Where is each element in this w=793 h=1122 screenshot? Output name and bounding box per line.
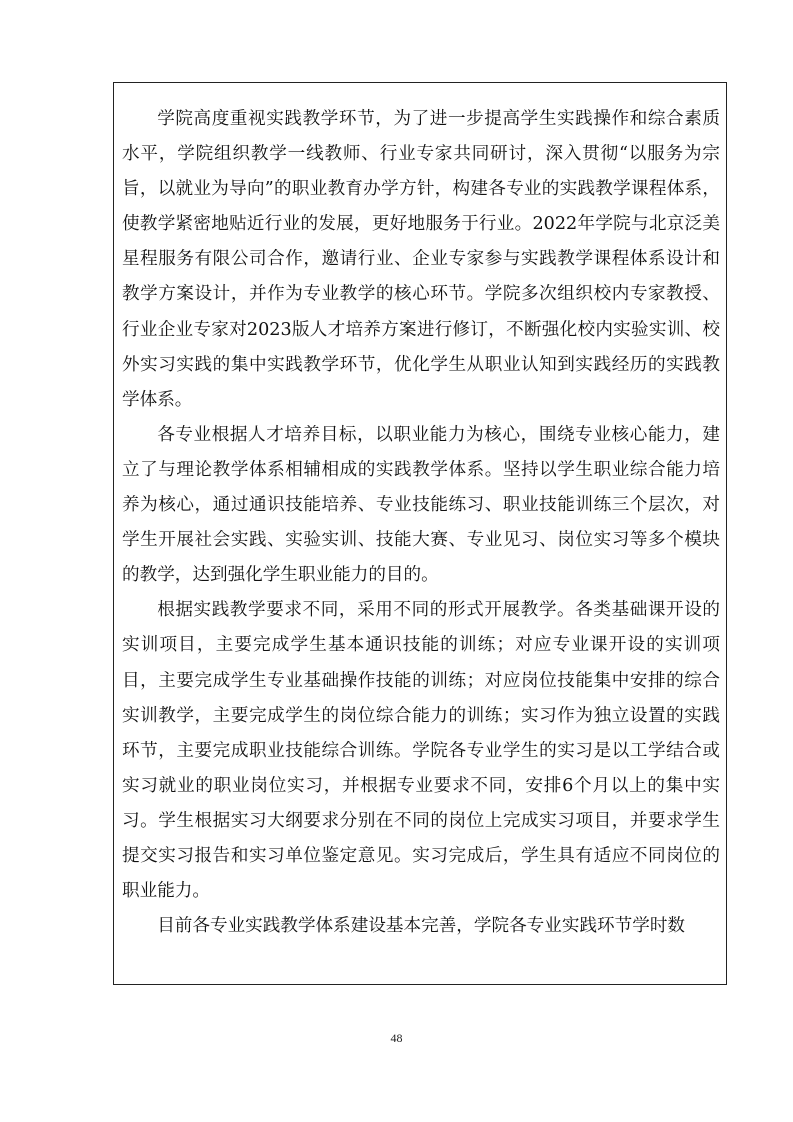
body-text xyxy=(122,102,720,944)
page-number: 48 xyxy=(390,1031,403,1045)
paragraph-current-status: 目前各专业实践教学体系建设基本完善，学院各专业实践环节学时数 xyxy=(157,916,686,937)
content-frame xyxy=(113,82,727,985)
paragraph-practice-system: 各专业根据人才培养目标，以职业能力为核心，围绕专业核心能力，建立了与理论教学体系相辅相成的实践教学体系。坚持以学生职业综合能力培养为核心，通过通识技能培养、专业技能练习、职业技能训练三个层次，对学生开展社会实践、实验实训、技能大赛、专业见习、岗位实习等多个模块的教学，达到强化学生职业能力的目的。 xyxy=(122,424,720,586)
paragraph-teaching-forms: 根据实践教学要求不同，采用不同的形式开展教学。各类基础课开设的实训项目，主要完成学生基本通识技能的训练；对应专业课开设的实训项目，主要完成学生专业基础操作技能的训练；对应岗位技能集中安排的综合实训教学，主要完成学生的岗位综合能力的训练；实习作为独立设置的实践环节，主要完成职业技能综合训练。学院各专业学生的实习是以工学结合或实习就业的职业岗位实习，并根据专业要求不同，安排6个月以上的集中实习。学生根据实习大纲要求分别在不同的岗位上完成实习项目，并要求学生提交实习报告和实习单位鉴定意见。实习完成后，学生具有适应不同岗位的职业能力。 xyxy=(122,600,720,902)
paragraph-practice-emphasis: 学院高度重视实践教学环节，为了进一步提高学生实践操作和综合素质水平，学院组织教学一线教师、行业专家共同研讨，深入贯彻“以服务为宗旨，以就业为导向”的职业教育办学方针，构建各专业的实践教学课程体系，使教学紧密地贴近行业的发展，更好地服务于行业。2022年学院与北京泛美星程服务有限公司合作，邀请行业、企业专家参与实践教学课程体系设计和教学方案设计，并作为专业教学的核心环节。学院多次组织校内专家教授、行业企业专家对2023版人才培养方案进行修订，不断强化校内实验实训、校外实习实践的集中实践教学环节，优化学生从职业认知到实践经历的实践教学体系。 xyxy=(122,109,720,410)
